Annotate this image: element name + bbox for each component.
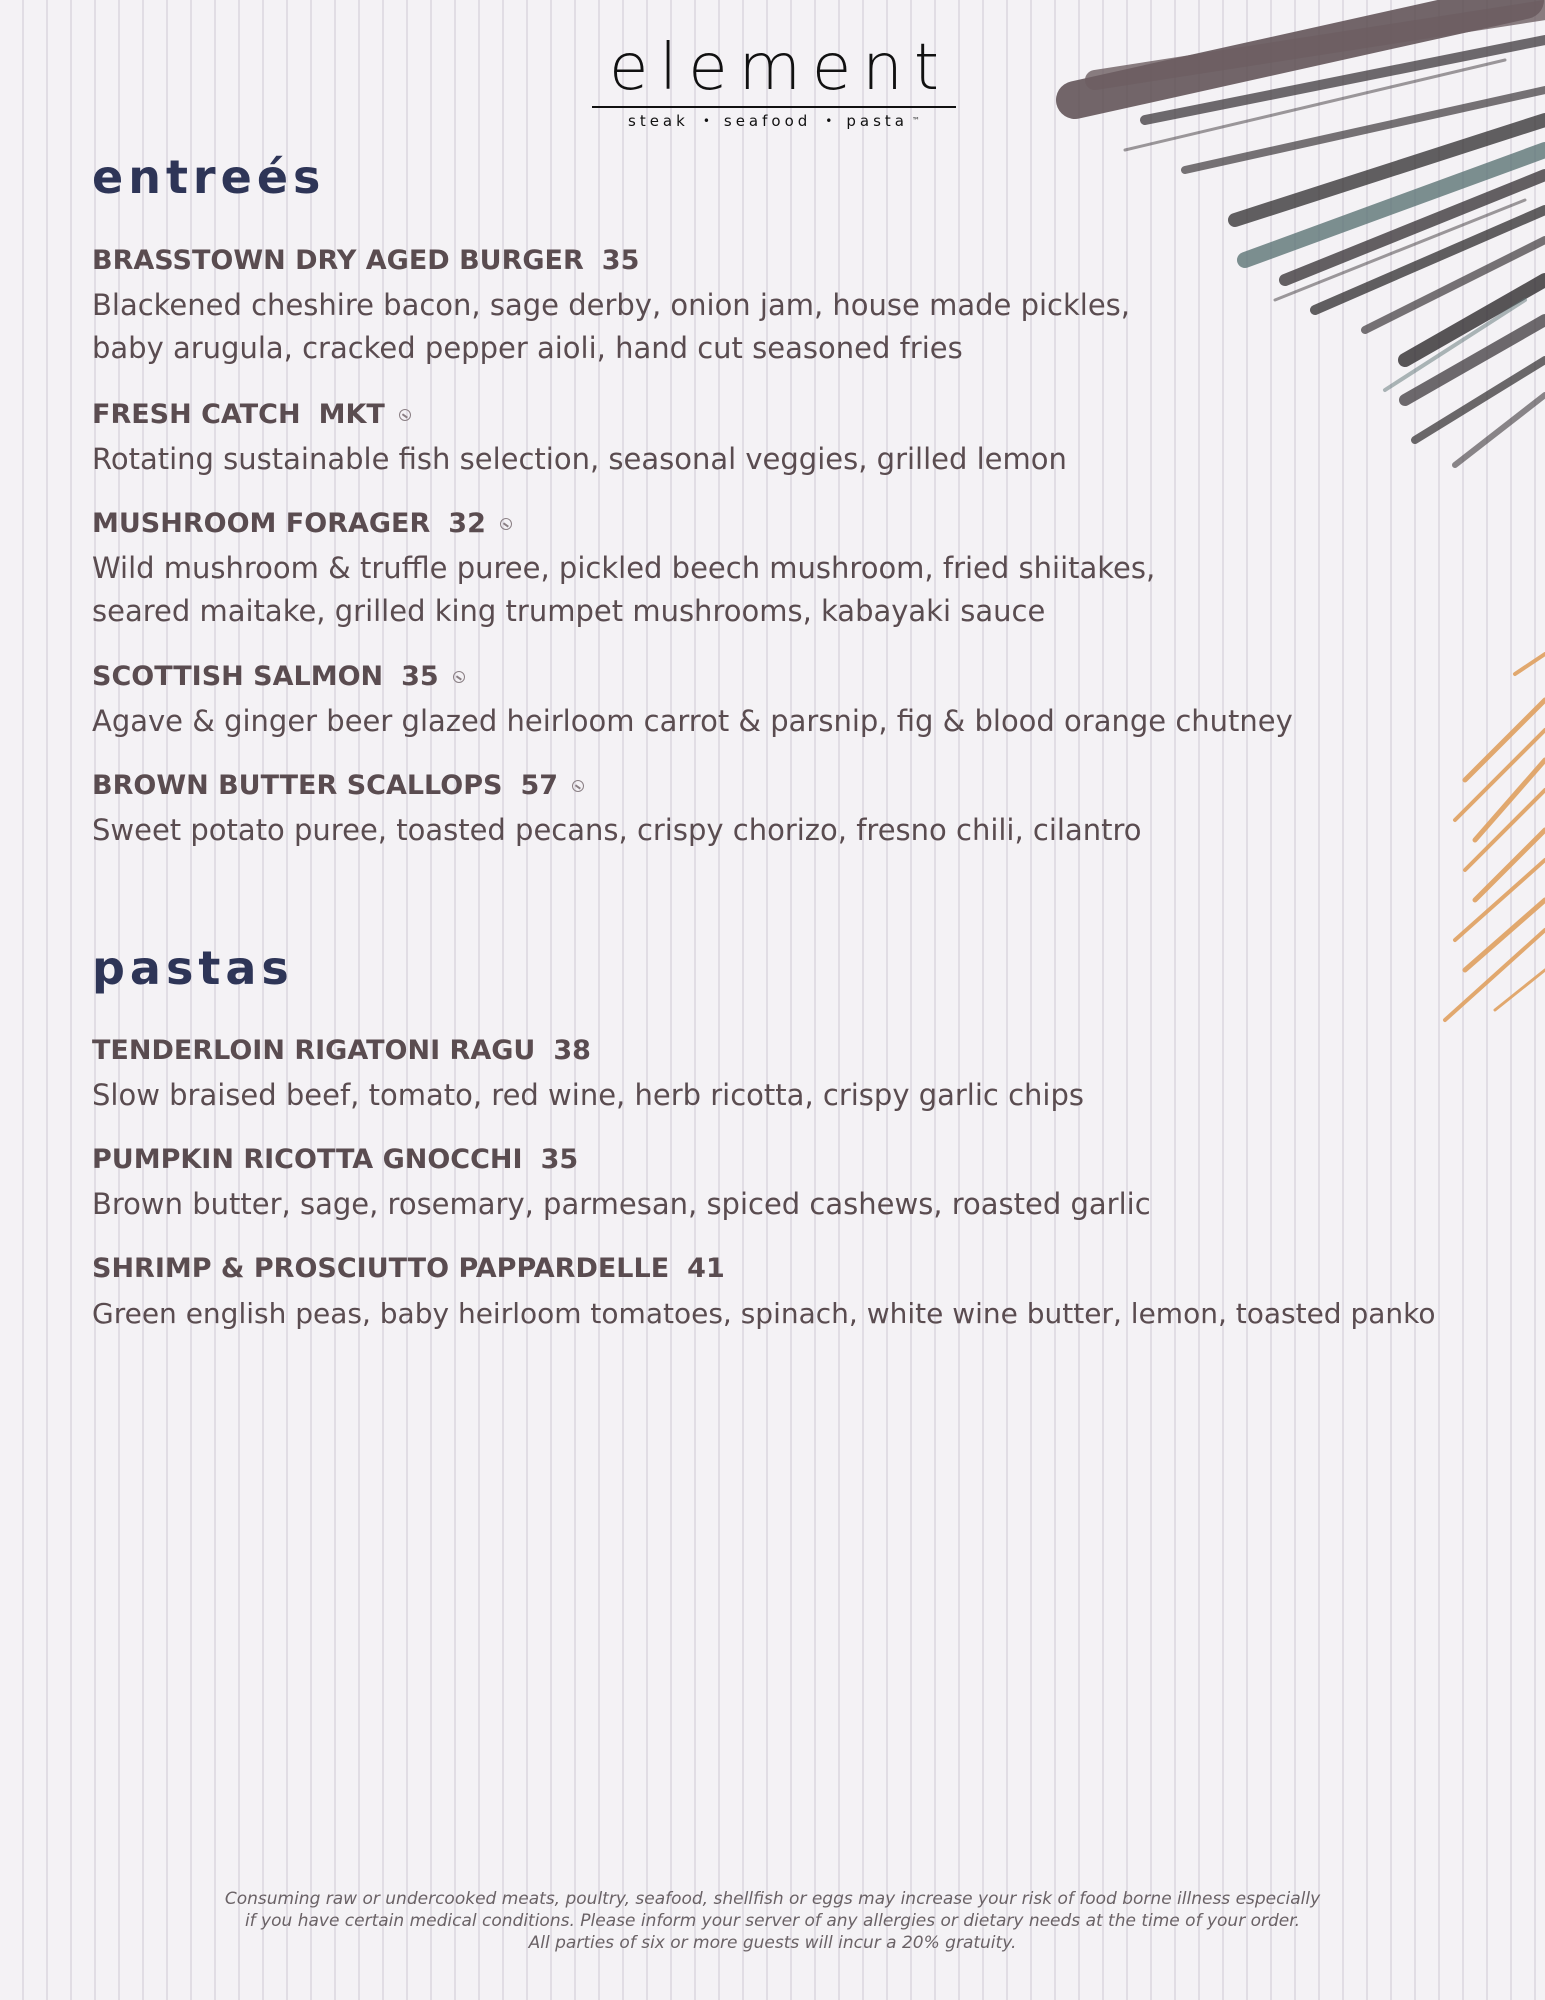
- logo-wordmark: element: [609, 31, 950, 105]
- menu-item-name: BRASSTOWN DRY AGED BURGER: [92, 245, 584, 276]
- tagline-dot: •: [702, 114, 710, 128]
- menu-item-price: 35: [401, 661, 439, 692]
- menu-item-price: 41: [687, 1253, 725, 1284]
- description-line: Wild mushroom & truffle puree, pickled beech mushroom, fried shiitakes,: [92, 551, 1156, 585]
- menu-item-description: [92, 1292, 1512, 1335]
- disclaimer-text: [0, 1888, 1545, 1954]
- description-line: Agave & ginger beer glazed heirloom carrot & parsnip, fig & blood orange chutney: [92, 704, 1293, 738]
- menu-item: [92, 1252, 1512, 1335]
- menu-item: [92, 398, 1512, 481]
- description-line: Sweet potato puree, toasted pecans, crispy chorizo, fresno chili, cilantro: [92, 813, 1142, 847]
- menu-item: [92, 1034, 1512, 1117]
- menu-item-description: [92, 1074, 1512, 1117]
- vegetarian-marker-icon: [500, 518, 512, 530]
- tagline-seafood: seafood: [723, 112, 812, 130]
- menu-item-title: [92, 244, 1512, 278]
- menu-item: [92, 1143, 1512, 1226]
- menu-item-price: 35: [601, 245, 640, 276]
- menu-item-title: [92, 1034, 1512, 1068]
- menu-item-name: TENDERLOIN RIGATONI RAGU: [92, 1035, 536, 1066]
- menu-item-price: 32: [448, 508, 486, 539]
- vegetarian-marker-icon: [572, 780, 584, 792]
- menu-item-description: [92, 547, 1512, 633]
- menu-item-price: 57: [520, 770, 559, 801]
- menu-item-price: 38: [553, 1035, 591, 1066]
- menu-item-description: [92, 700, 1512, 743]
- menu-item-name: BROWN BUTTER SCALLOPS: [92, 770, 503, 801]
- menu-item: [92, 244, 1512, 370]
- vegetarian-marker-icon: [453, 671, 465, 683]
- menu-item-price: MKT: [318, 399, 385, 430]
- menu-item-name: SHRIMP & PROSCIUTTO PAPPARDELLE: [92, 1253, 670, 1284]
- description-line: Brown butter, sage, rosemary, parmesan, spiced cashews, roasted garlic: [92, 1187, 1151, 1221]
- section-title-entrees: entreés: [92, 150, 326, 204]
- menu-item-title: [92, 660, 1512, 694]
- description-line: Green english peas, baby heirloom tomatoes, spinach, white wine butter, lemon, toasted panko: [92, 1297, 1436, 1330]
- disclaimer-line: Consuming raw or undercooked meats, poultry, seafood, shellfish or eggs may increase your risk of food borne illness especially: [224, 1889, 1321, 1909]
- menu-item-description: [92, 438, 1512, 481]
- logo-tagline: [592, 113, 956, 129]
- description-line: Rotating sustainable fish selection, seasonal veggies, grilled lemon: [92, 442, 1067, 476]
- description-line: Blackened cheshire bacon, sage derby, onion jam, house made pickles,: [92, 288, 1131, 322]
- section-title-pastas: pastas: [92, 941, 294, 995]
- menu-item-price: 35: [540, 1144, 579, 1175]
- menu-item-description: [92, 1183, 1512, 1226]
- tagline-steak: steak: [628, 112, 689, 130]
- logo-rule: [592, 106, 956, 108]
- restaurant-logo: [592, 31, 956, 130]
- vegetarian-marker-icon: [399, 409, 411, 421]
- tagline-dot: •: [825, 114, 833, 128]
- menu-item-title: [92, 398, 1512, 432]
- menu-item-description: [92, 284, 1512, 370]
- menu-item-name: PUMPKIN RICOTTA GNOCCHI: [92, 1144, 523, 1175]
- description-line: seared maitake, grilled king trumpet mushrooms, kabayaki sauce: [92, 594, 1046, 628]
- description-line: baby arugula, cracked pepper aioli, hand cut seasoned fries: [92, 331, 963, 365]
- menu-item-name: SCOTTISH SALMON: [92, 661, 384, 692]
- tagline-pasta: pasta: [846, 112, 908, 130]
- menu-item: [92, 660, 1512, 743]
- menu-item-name: FRESH CATCH: [92, 399, 301, 430]
- menu-item-description: [92, 809, 1512, 852]
- disclaimer-line: All parties of six or more guests will incur a 20% gratuity.: [528, 1933, 1017, 1953]
- menu-item: [92, 507, 1512, 633]
- disclaimer-line: if you have certain medical conditions. Please inform your server of any allergies or dietary needs at the time of your order.: [244, 1911, 1301, 1931]
- menu-item-title: [92, 769, 1512, 803]
- menu-item-title: [92, 507, 1512, 541]
- menu-item: [92, 769, 1512, 852]
- menu-item-title: [92, 1143, 1512, 1177]
- trademark-symbol: ™: [911, 116, 920, 125]
- description-line: Slow braised beef, tomato, red wine, herb ricotta, crispy garlic chips: [92, 1078, 1084, 1112]
- menu-item-title: [92, 1252, 1512, 1286]
- menu-item-name: MUSHROOM FORAGER: [92, 508, 431, 539]
